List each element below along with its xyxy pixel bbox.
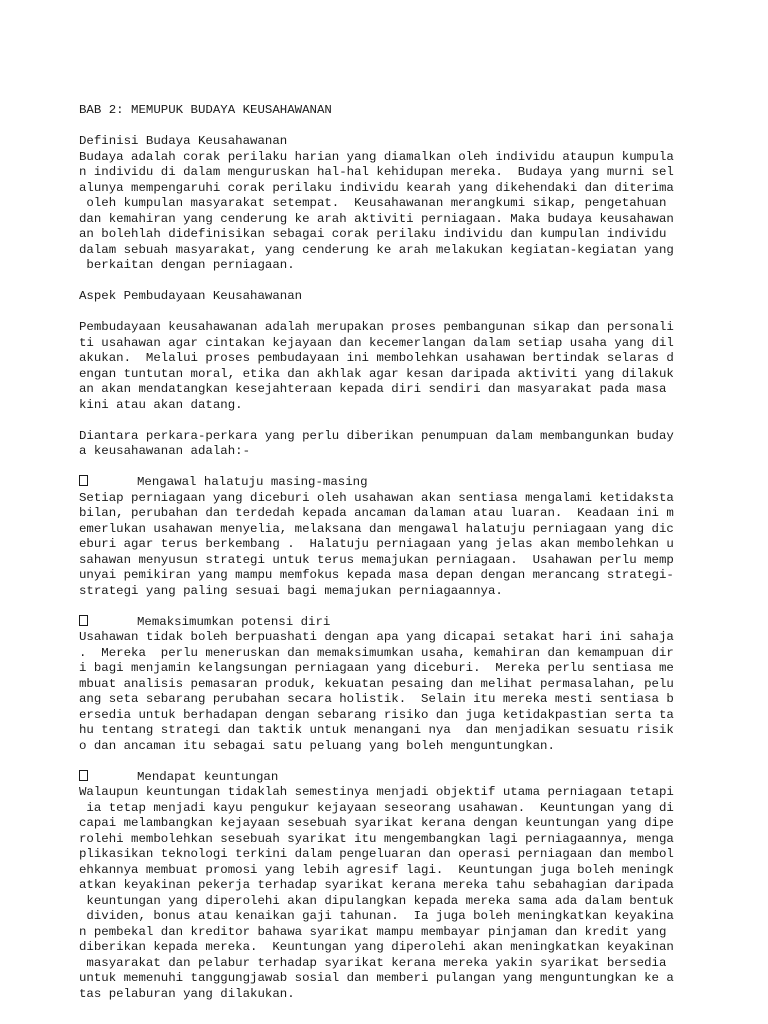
paragraph-line: n pembekal dan kreditor bahawa syarikat mampu membayar pinjaman dan kredit yang bbox=[79, 924, 667, 939]
section-heading: Aspek Pembudayaan Keusahawanan bbox=[79, 289, 303, 303]
paragraph-line: unyai pemikiran yang mampu memfokus kepada masa depan dengan merancang strategi- bbox=[79, 568, 674, 582]
paragraph-line: plikasikan teknologi terkini dalam pengeluaran dan operasi perniagaan dan membol bbox=[79, 847, 674, 861]
bullet-heading bbox=[79, 475, 759, 491]
bullet-heading bbox=[79, 615, 759, 631]
paragraph-line: tas pelaburan yang dilakukan. bbox=[79, 986, 295, 1001]
paragraph-line: capai melambangkan kejayaan sesebuah syarikat kerana dengan keuntungan yang dipe bbox=[79, 816, 674, 830]
bullet-label: Mengawal halatuju masing-masing bbox=[137, 475, 368, 489]
paragraph-line: ehkannya membuat promosi yang lebih agresif lagi. Keuntungan juga boleh meningk bbox=[79, 862, 674, 877]
paragraph-line: hu tentang strategi dan taktik untuk menangani nya dan menjadikan sesuatu risik bbox=[79, 723, 674, 737]
paragraph-line: berkaitan dengan perniagaan. bbox=[79, 258, 295, 272]
paragraph-line: Setiap perniagaan yang diceburi oleh usahawan akan sentiasa mengalami ketidaksta bbox=[79, 490, 674, 505]
paragraph-line: Budaya adalah corak perilaku harian yang diamalkan oleh individu ataupun kumpula bbox=[79, 149, 674, 164]
paragraph-line: an akan mendatangkan kesejahteraan kepada diri sendiri dan masyarakat pada masa bbox=[79, 382, 667, 396]
chapter-title: BAB 2: MEMUPUK BUDAYA KEUSAHAWANAN bbox=[79, 103, 332, 117]
paragraph-line: engan tuntutan moral, etika dan akhlak agar kesan daripada aktiviti yang dilakuk bbox=[79, 366, 674, 381]
spacer bbox=[79, 754, 759, 770]
paragraph-line: sahawan menyusun strategi untuk terus memajukan perniagaan. Usahawan perlu memp bbox=[79, 552, 674, 567]
paragraph-line: bilan, perubahan dan terdedah kepada ancaman dalaman atau luaran. Keadaan ini m bbox=[79, 506, 674, 520]
paragraph-line: a keusahawanan adalah:- bbox=[79, 444, 251, 458]
paragraph-line: masyarakat dan pelabur terhadap syarikat kerana mereka yakin syarikat bersedia bbox=[79, 955, 667, 970]
paragraph-line: strategi yang paling sesuai bagi memajukan perniagaannya. bbox=[79, 583, 503, 598]
paragraph-line: alunya mempengaruhi corak perilaku individu kearah yang dikehendaki dan diterima bbox=[79, 180, 674, 195]
bullet-label: Mendapat keuntungan bbox=[137, 769, 279, 784]
paragraph-line: ti usahawan agar cintakan kejayaan dan kecemerlangan dalam setiap usaha yang dil bbox=[79, 335, 674, 350]
paragraph-line: atkan keyakinan pekerja terhadap syarikat kerana mereka tahu sebahagian daripada bbox=[79, 878, 674, 892]
bullet-box-icon bbox=[79, 770, 88, 781]
paragraph-line: mbuat analisis pemasaran produk, kekuatan pesaing dan melihat permasalahan, pelu bbox=[79, 676, 674, 691]
bullet-heading bbox=[79, 770, 759, 786]
paragraph-line: Pembudayaan keusahawanan adalah merupakan proses pembangunan sikap dan personali bbox=[79, 320, 674, 334]
paragraph-line: oleh kumpulan masyarakat setempat. Keusahawanan merangkumi sikap, pengetahuan bbox=[79, 196, 667, 210]
paragraph-line: keuntungan yang diperolehi akan dipulangkan kepada mereka sama ada dalam bentuk bbox=[79, 893, 674, 908]
document-page bbox=[79, 103, 759, 1002]
paragraph-line: emerlukan usahawan menyelia, melaksana dan mengawal halatuju perniagaan yang dic bbox=[79, 521, 674, 536]
paragraph-line: Walaupun keuntungan tidaklah semestinya menjadi objektif utama perniagaan tetapi bbox=[79, 785, 674, 799]
paragraph-line: Diantara perkara-perkara yang perlu diberikan penumpuan dalam membangunkan buday bbox=[79, 428, 674, 443]
paragraph-line: o dan ancaman itu sebagai satu peluang yang boleh menguntungkan. bbox=[79, 738, 555, 753]
spacer bbox=[79, 119, 759, 135]
paragraph-line: dividen, bonus atau kenaikan gaji tahunan. Ia juga boleh meningkatkan keyakina bbox=[79, 909, 674, 923]
paragraph-line: akukan. Melalui proses pembudayaan ini membolehkan usahawan bertindak selaras d bbox=[79, 351, 674, 365]
paragraph-line: kini atau akan datang. bbox=[79, 397, 243, 412]
bullet-label: Memaksimumkan potensi diri bbox=[137, 614, 331, 629]
paragraph-line: Usahawan tidak boleh berpuashati dengan apa yang dicapai setakat hari ini sahaja bbox=[79, 630, 674, 644]
spacer bbox=[79, 305, 759, 321]
section-heading: Definisi Budaya Keusahawanan bbox=[79, 134, 288, 148]
paragraph-line: n individu di dalam menguruskan hal-hal kehidupan mereka. Budaya yang murni sel bbox=[79, 165, 674, 179]
paragraph-line: ang seta sebarang perubahan secara holistik. Selain itu mereka mesti sentiasa b bbox=[79, 692, 674, 706]
bullet-box-icon bbox=[79, 615, 88, 626]
paragraph-line: ersedia untuk berhadapan dengan sebarang risiko dan juga ketidakpastian serta ta bbox=[79, 707, 674, 722]
spacer bbox=[79, 274, 759, 290]
spacer bbox=[79, 413, 759, 429]
paragraph-line: dalam sebuah masyarakat, yang cenderung ke arah melakukan kegiatan-kegiatan yang bbox=[79, 242, 674, 257]
paragraph-line: eburi agar terus berkembang . Halatuju perniagaan yang jelas akan membolehkan u bbox=[79, 537, 674, 551]
spacer bbox=[79, 599, 759, 615]
paragraph-line: rolehi membolehkan sesebuah syarikat itu mengembangkan lagi perniagaannya, menga bbox=[79, 831, 674, 846]
paragraph-line: . Mereka perlu meneruskan dan memaksimumkan usaha, kemahiran dan kemampuan dir bbox=[79, 645, 674, 660]
spacer bbox=[79, 460, 759, 476]
paragraph-line: i bagi menjamin kelangsungan perniagaan yang diceburi. Mereka perlu sentiasa me bbox=[79, 661, 674, 675]
paragraph-line: an bolehlah didefinisikan sebagai corak perilaku individu dan kumpulan individu bbox=[79, 227, 667, 241]
bullet-box-icon bbox=[79, 475, 88, 486]
paragraph-line: untuk memenuhi tanggungjawab sosial dan memberi pulangan yang menguntungkan ke a bbox=[79, 971, 674, 985]
paragraph-line: diberikan kepada mereka. Keuntungan yang diperolehi akan meningkatkan keyakinan bbox=[79, 940, 674, 954]
paragraph-line: dan kemahiran yang cenderung ke arah aktiviti perniagaan. Maka budaya keusahawan bbox=[79, 211, 674, 226]
paragraph-line: ia tetap menjadi kayu pengukur kejayaan seseorang usahawan. Keuntungan yang di bbox=[79, 800, 674, 815]
